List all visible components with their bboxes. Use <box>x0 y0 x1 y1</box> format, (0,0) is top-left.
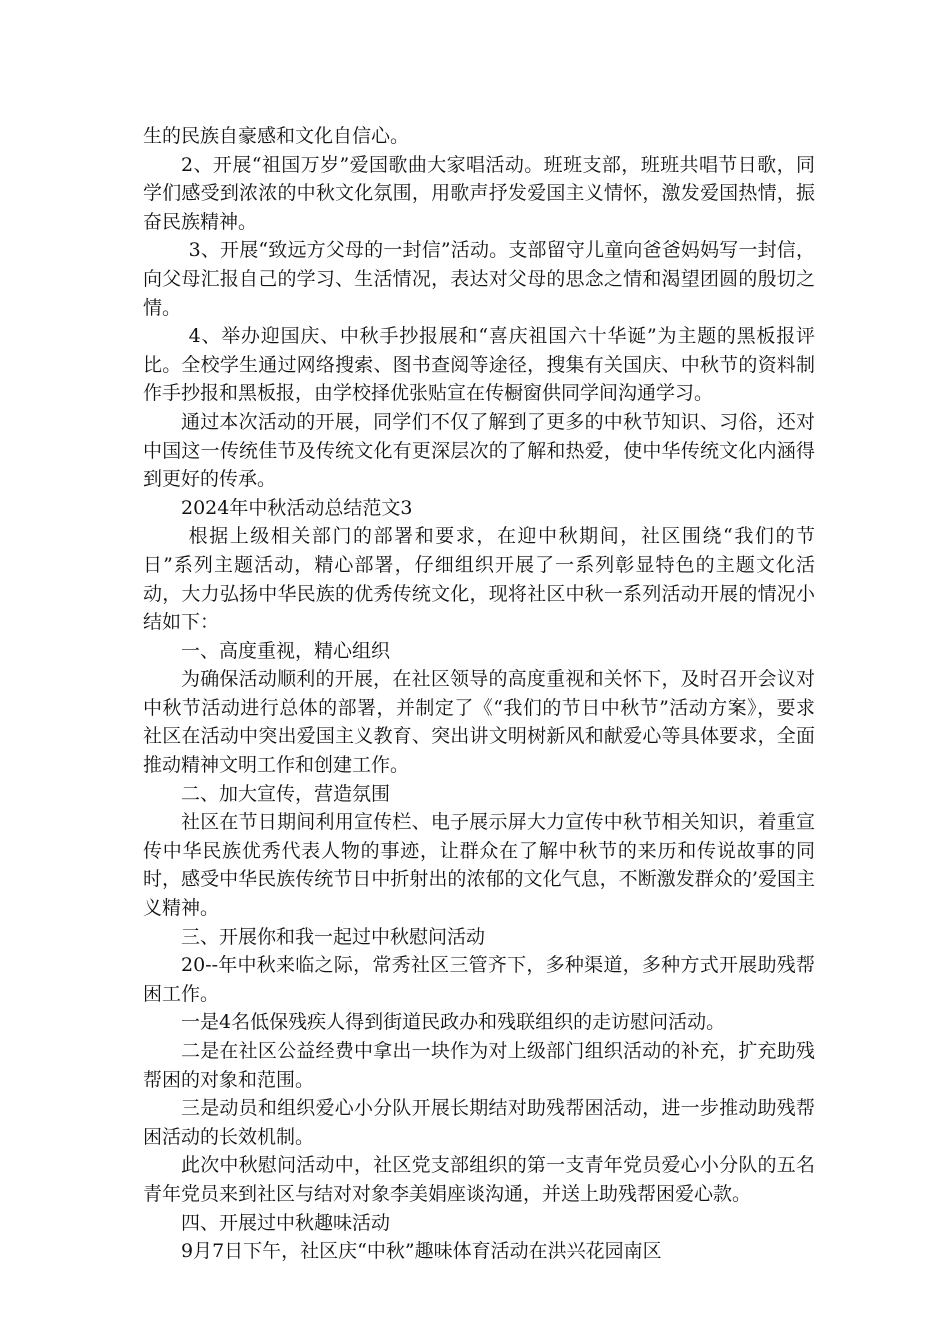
paragraph-point-1: 一是4名低保残疾人得到街道民政办和残联组织的走访慰问活动。 <box>181 1011 726 1034</box>
paragraph-continuation: 生的民族自豪感和文化自信心。 <box>143 125 410 147</box>
section-heading-sample-3: 2024年中秋活动总结范文3 <box>181 496 413 519</box>
subheading-2: 二、加大宣传，营造氛围 <box>181 782 391 805</box>
paragraph-section-3: 20--年中秋来临之际，常秀社区三管齐下，多种渠道，多种方式开展助残帮困工作。 <box>143 954 815 1005</box>
document-body <box>143 122 815 1266</box>
paragraph-point-3: 三是动员和组织爱心小分队开展长期结对助残帮困活动，进一步推动助残帮困活动的长效机制。 <box>143 1097 815 1148</box>
paragraph-section-2: 社区在节日期间利用宣传栏、电子展示屏大力宣传中秋节相关知识，着重宣传中华民族优秀代表人物的事迹，让群众在了解中秋节的来历和传说故事的同时，感受中华民族传统节日中折射出的浓郁的文化气息，不断激发群众的’爱国主义精神。 <box>143 811 815 920</box>
paragraph-section-4: 9月7日下午，社区庆“中秋”趣味体育活动在洪兴花园南区 <box>181 1240 662 1263</box>
subheading-3: 三、开展你和我一起过中秋慰问活动 <box>181 925 486 948</box>
paragraph-section-1: 为确保活动顺利的开展，在社区领导的高度重视和关怀下，及时召开会议对中秋节活动进行总体的部署，并制定了《“我们的节日中秋节”活动方案》，要求社区在活动中突出爱国主义教育、突出讲文明树新风和献爱心等具体要求，全面推动精神文明工作和创建工作。 <box>143 668 815 777</box>
subheading-4: 四、开展过中秋趣味活动 <box>181 1211 391 1234</box>
paragraph-conclusion: 通过本次活动的开展，同学们不仅了解到了更多的中秋节知识、习俗，还对中国这一传统佳节及传统文化有更深层次的了解和热爱，使中华传统文化内涵得到更好的传承。 <box>143 410 815 491</box>
paragraph-item-3: 3、开展“致远方父母的一封信”活动。支部留守儿童向爸爸妈妈写一封信，向父母汇报自己的学习、生活情况，表达对父母的思念之情和渴望团圆的殷切之情。 <box>143 239 815 319</box>
paragraph-intro: 根据上级相关部门的部署和要求，在迎中秋期间，社区围绕“我们的节日”系列主题活动，精心部署，仔细组织开展了一系列彰显特色的主题文化活动，大力弘扬中华民族的优秀传统文化，现将社区中秋一系列活动开展的情况小结如下： <box>143 525 815 634</box>
paragraph-point-2: 二是在社区公益经费中拿出一块作为对上级部门组织活动的补充，扩充助残帮困的对象和范围。 <box>143 1040 815 1091</box>
paragraph-visit: 此次中秋慰问活动中，社区党支部组织的第一支青年党员爱心小分队的五名青年党员来到社区与结对对象李美娟座谈沟通，并送上助残帮困爱心款。 <box>143 1154 815 1205</box>
subheading-1: 一、高度重视，精心组织 <box>181 639 391 662</box>
paragraph-item-2: 2、开展“祖国万岁”爱国歌曲大家唱活动。班班支部，班班共唱节日歌，同学们感受到浓浓的中秋文化氛围，用歌声抒发爱国主义情怀，激发爱国热情，振奋民族精神。 <box>143 153 815 233</box>
paragraph-item-4: 4、举办迎国庆、中秋手抄报展和“喜庆祖国六十华诞”为主题的黑板报评比。全校学生通过网络搜索、图书查阅等途径，搜集有关国庆、中秋节的资料制作手抄报和黑板报，由学校择优张贴宣在传橱窗供同学间沟通学习。 <box>143 325 815 405</box>
